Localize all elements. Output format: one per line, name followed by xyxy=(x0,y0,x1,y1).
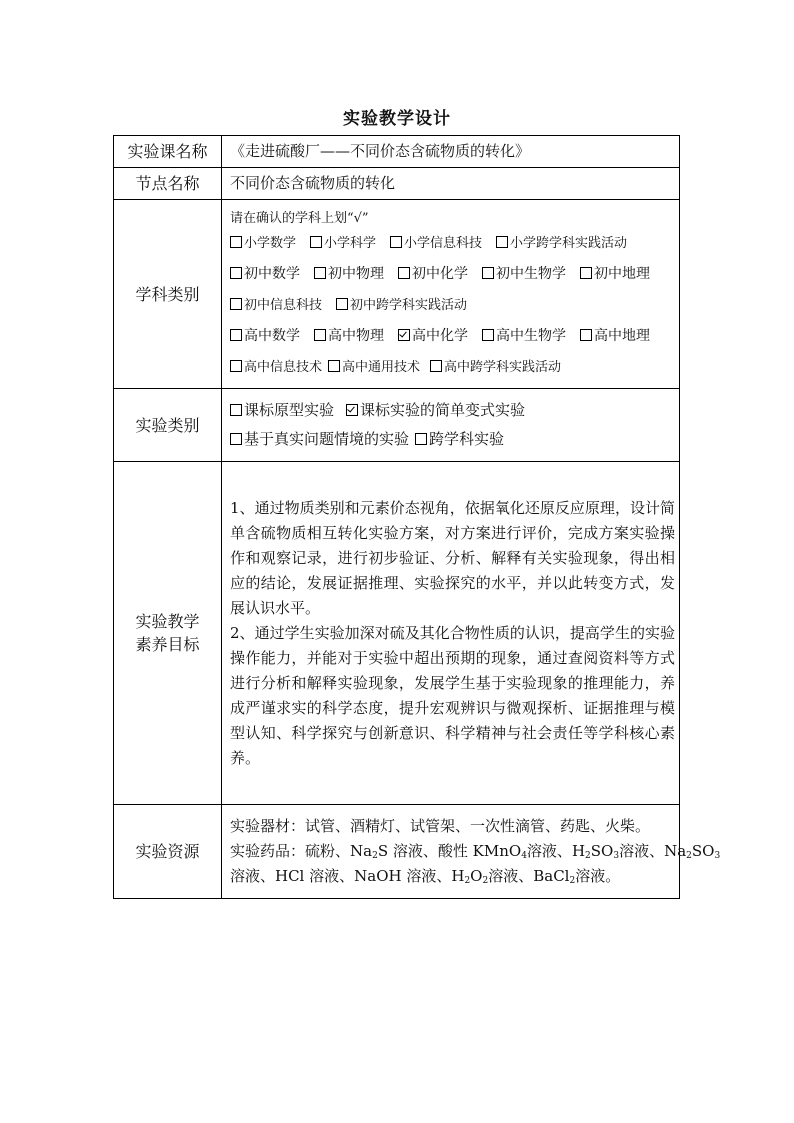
resources-reagents-cont: 溶液、HCl 溶液、NaOH 溶液、$H_2O_2$溶液、BaCl$_2$溶液。 xyxy=(230,867,621,886)
goal-paragraph-1: 1、通过物质类别和元素价态视角，依据氧化还原反应原理，设计简单含硫物质相互转化实验方案，对方案进行评价，完成方案实验操作和观察记录，进行初步验证、分析、解释有关实验现象，得出相应的结论，发展证据推理、实验探究的水平，并以此转变方式，发展认识水平。 xyxy=(230,498,675,617)
node-name-row xyxy=(114,168,680,200)
experiment-design-table xyxy=(113,135,721,899)
resources-label: 实验资源 xyxy=(114,805,222,899)
checkbox-icon[interactable] xyxy=(230,298,242,310)
checkbox-icon[interactable] xyxy=(230,236,242,248)
subject-option[interactable]: 小学信息科技 xyxy=(390,228,482,259)
subject-option[interactable]: 小学数学 xyxy=(230,228,296,259)
resources-equipment: 实验器材：试管、酒精灯、试管架、一次性滴管、药匙、火柴。 xyxy=(230,817,651,835)
course-name-value: 《走进硫酸厂——不同价态含硫物质的转化》 xyxy=(230,142,531,160)
experiment-line-1 xyxy=(230,396,675,425)
page-title: 实验教学设计 xyxy=(343,109,451,129)
checkbox-icon[interactable] xyxy=(230,433,242,445)
checkbox-icon[interactable] xyxy=(430,360,442,372)
goals-row xyxy=(114,462,680,805)
subject-category-label: 学科类别 xyxy=(114,200,222,389)
subject-option[interactable]: 初中数学 xyxy=(230,259,300,290)
subject-line-senior-extra xyxy=(230,352,675,383)
subject-line-junior-extra xyxy=(230,290,675,321)
checkbox-icon[interactable] xyxy=(415,433,427,445)
resources-reagents: 实验药品：硫粉、$Na_2S$ 溶液、酸性 KMnO$_4$溶液、$H_2SO_3$溶液、$Na_2SO_3$ xyxy=(230,842,721,861)
checkbox-icon[interactable] xyxy=(390,236,402,248)
experiment-option-checked[interactable]: 课标实验的简单变式实验 xyxy=(346,396,525,425)
subject-option[interactable]: 高中跨学科实践活动 xyxy=(430,352,561,383)
subject-line-senior xyxy=(230,321,675,352)
subject-option[interactable]: 高中通用技术 xyxy=(328,352,420,383)
subject-line-primary xyxy=(230,228,675,259)
checkbox-icon[interactable] xyxy=(398,267,410,279)
subject-line-junior xyxy=(230,259,675,290)
checkbox-icon[interactable] xyxy=(580,329,592,341)
experiment-option[interactable]: 基于真实问题情境的实验 xyxy=(230,425,409,454)
checkbox-icon[interactable] xyxy=(230,267,242,279)
checkbox-icon[interactable] xyxy=(314,329,326,341)
checkbox-icon[interactable] xyxy=(310,236,322,248)
experiment-category-label: 实验类别 xyxy=(114,389,222,462)
subject-instruction: 请在确认的学科上划“√” xyxy=(230,210,369,226)
subject-option[interactable]: 初中物理 xyxy=(314,259,384,290)
checkbox-icon[interactable] xyxy=(496,236,508,248)
subject-option[interactable]: 高中数学 xyxy=(230,321,300,352)
experiment-category-row xyxy=(114,389,680,462)
node-name-label: 节点名称 xyxy=(114,168,222,200)
goals-label: 实验教学 素养目标 xyxy=(114,462,222,805)
subject-option[interactable]: 初中生物学 xyxy=(482,259,566,290)
node-name-value: 不同价态含硫物质的转化 xyxy=(230,174,396,192)
checkbox-icon[interactable] xyxy=(230,329,242,341)
checked-checkbox-icon[interactable] xyxy=(398,329,410,341)
subject-option[interactable]: 初中化学 xyxy=(398,259,468,290)
subject-option-checked[interactable]: 高中化学 xyxy=(398,321,468,352)
checkbox-icon[interactable] xyxy=(230,360,242,372)
subject-option[interactable]: 初中跨学科实践活动 xyxy=(336,290,467,321)
checkbox-icon[interactable] xyxy=(482,329,494,341)
subject-option[interactable]: 初中信息科技 xyxy=(230,290,322,321)
subject-option[interactable]: 小学跨学科实践活动 xyxy=(496,228,627,259)
subject-option[interactable]: 高中地理 xyxy=(580,321,650,352)
checked-checkbox-icon[interactable] xyxy=(346,404,358,416)
course-name-label: 实验课名称 xyxy=(114,136,222,168)
experiment-line-2 xyxy=(230,425,675,454)
subject-option[interactable]: 高中生物学 xyxy=(482,321,566,352)
goals-content xyxy=(222,462,680,805)
subject-option[interactable]: 高中信息技术 xyxy=(230,352,322,383)
checkbox-icon[interactable] xyxy=(482,267,494,279)
checkbox-icon[interactable] xyxy=(314,267,326,279)
subject-category-row xyxy=(114,200,680,389)
course-name-row xyxy=(114,136,680,168)
subject-option[interactable]: 初中地理 xyxy=(580,259,650,290)
experiment-option[interactable]: 跨学科实验 xyxy=(415,425,504,454)
checkbox-icon[interactable] xyxy=(580,267,592,279)
experiment-option[interactable]: 课标原型实验 xyxy=(230,396,334,425)
checkbox-icon[interactable] xyxy=(230,404,242,416)
goal-paragraph-2: 2、通过学生实验加深对硫及其化合物性质的认识，提高学生的实验操作能力，并能对于实验中超出预期的现象，通过查阅资料等方式进行分析和解释实验现象，发展学生基于实验现象的推理能力，养成严谨求实的科学态度，提升宏观辨识与微观探析、证据推理与模型认知、科学探究与创新意识、科学精神与社会责任等学科核心素养。 xyxy=(230,623,675,767)
checkbox-icon[interactable] xyxy=(336,298,348,310)
checkbox-icon[interactable] xyxy=(328,360,340,372)
subject-option[interactable]: 小学科学 xyxy=(310,228,376,259)
subject-option[interactable]: 高中物理 xyxy=(314,321,384,352)
resources-content xyxy=(222,805,721,899)
resources-row xyxy=(114,805,680,899)
